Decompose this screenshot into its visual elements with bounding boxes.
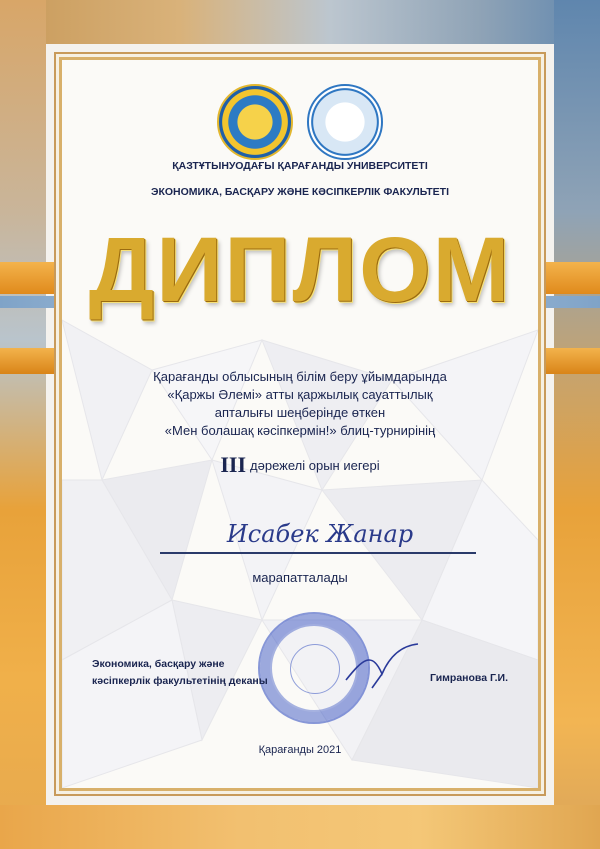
award-description — [62, 368, 538, 440]
description-line: Қарағанды облысының білім беру ұйымдарында — [153, 369, 447, 384]
recipient-name: Исабек Жанар — [226, 520, 414, 548]
frame-top — [0, 0, 600, 44]
dean-line: кәсіпкерлік факультетінің деканы — [92, 675, 268, 687]
faculty-logo-icon — [307, 84, 383, 160]
signature-icon — [342, 640, 422, 690]
name-underline — [160, 552, 476, 554]
diploma-title: ДИПЛОМ — [88, 219, 512, 321]
description-line: «Мен болашақ кәсіпкермін!» блиц-турнирінің — [164, 423, 436, 438]
awarded-text: марапатталады — [252, 570, 348, 585]
dean-line: Экономика, басқару және — [92, 658, 225, 670]
place-number: III — [220, 452, 247, 477]
frame-bottom — [0, 805, 600, 849]
faculty-name: ЭКОНОМИКА, БАСҚАРУ ЖӘНЕ КӘСІПКЕРЛІК ФАКУЛЬТЕТІ — [150, 186, 450, 198]
dean-name: Гимранова Г.И. — [430, 672, 509, 684]
place-text: дәрежелі орын иегері — [250, 458, 380, 473]
place-line — [62, 452, 538, 478]
frame-right — [554, 0, 600, 849]
description-line: апталығы шеңберінде өткен — [214, 405, 386, 420]
frame-left — [0, 0, 46, 849]
description-line: «Қаржы Әлемі» атты қаржылық сауаттылық — [167, 387, 433, 402]
university-name: ҚАЗТҰТЫНУОДАҒЫ ҚАРАҒАНДЫ УНИВЕРСИТЕТІ — [172, 160, 428, 172]
university-logo-icon — [217, 84, 293, 160]
city-year: Қарағанды 2021 — [258, 744, 342, 756]
dean-title — [92, 656, 268, 690]
logos — [62, 84, 538, 160]
diploma-content — [62, 60, 538, 788]
